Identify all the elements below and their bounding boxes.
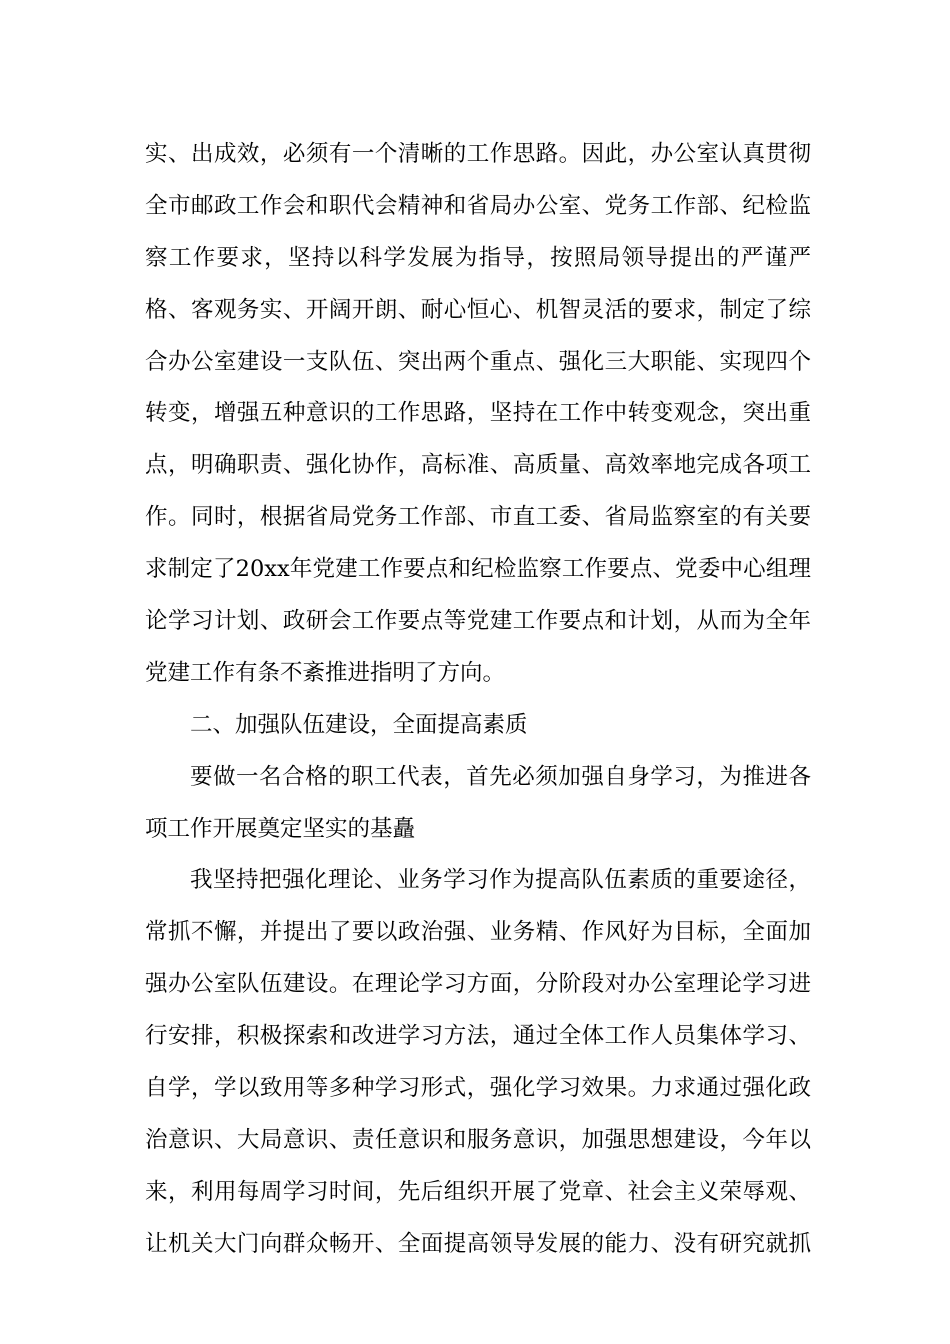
text-line: 论学习计划、政研会工作要点等党建工作要点和计划，从而为全年	[145, 608, 811, 635]
text-line: 实、出成效，必须有一个清晰的工作思路。因此，办公室认真贯彻	[145, 141, 811, 167]
para-team-quality	[145, 855, 811, 1270]
text-line: 自学，学以致用等多种学习形式，强化学习效果。力求通过强化政	[145, 1075, 811, 1102]
text-line: 点，明确职责、强化协作，高标准、高质量、高效率地完成各项工	[145, 452, 811, 479]
section-heading-2	[145, 700, 811, 752]
text-line: 行安排，积极探索和改进学习方法，通过全体工作人员集体学习、	[145, 1023, 811, 1050]
text-line: 来，利用每周学习时间，先后组织开展了党章、社会主义荣辱观、	[145, 1178, 811, 1205]
text-line: 二、加强队伍建设，全面提高素质	[190, 711, 528, 738]
text-line: 要做一名合格的职工代表，首先必须加强自身学习，为推进各	[190, 763, 811, 790]
text-line: 察工作要求，坚持以科学发展为指导，按照局领导提出的严谨严	[145, 244, 811, 271]
text-line: 合办公室建设一支队伍、突出两个重点、强化三大职能、实现四个	[145, 348, 811, 375]
text-line: 我坚持把强化理论、业务学习作为提高队伍素质的重要途径，	[190, 867, 811, 894]
text-line: 强办公室队伍建设。在理论学习方面，分阶段对办公室理论学习进	[145, 971, 811, 998]
text-line: 让机关大门向群众畅开、全面提高领导发展的能力、没有研究就抓	[145, 1230, 811, 1257]
text-line: 转变，增强五种意识的工作思路，坚持在工作中转变观念，突出重	[145, 400, 811, 427]
text-line: 党建工作有条不紊推进指明了方向。	[145, 659, 506, 686]
text-line: 作。同时，根据省局党务工作部、市直工委、省局监察室的有关要	[145, 504, 811, 531]
text-line: 治意识、大局意识、责任意识和服务意识，加强思想建设，今年以	[145, 1126, 811, 1153]
text-line: 常抓不懈，并提出了要以政治强、业务精、作风好为目标，全面加	[145, 919, 811, 946]
text-line: 格、客观务实、开阔开朗、耐心恒心、机智灵活的要求，制定了综	[145, 296, 811, 323]
para-self-study	[145, 752, 811, 856]
para-work-approach	[145, 129, 811, 700]
document-body	[145, 129, 811, 1271]
text-line: 项工作开展奠定坚实的基矗	[145, 815, 416, 842]
text-line: 全市邮政工作会和职代会精神和省局办公室、党务工作部、纪检监	[145, 192, 811, 219]
text-line: 求制定了20xx年党建工作要点和纪检监察工作要点、党委中心组理	[145, 556, 811, 583]
